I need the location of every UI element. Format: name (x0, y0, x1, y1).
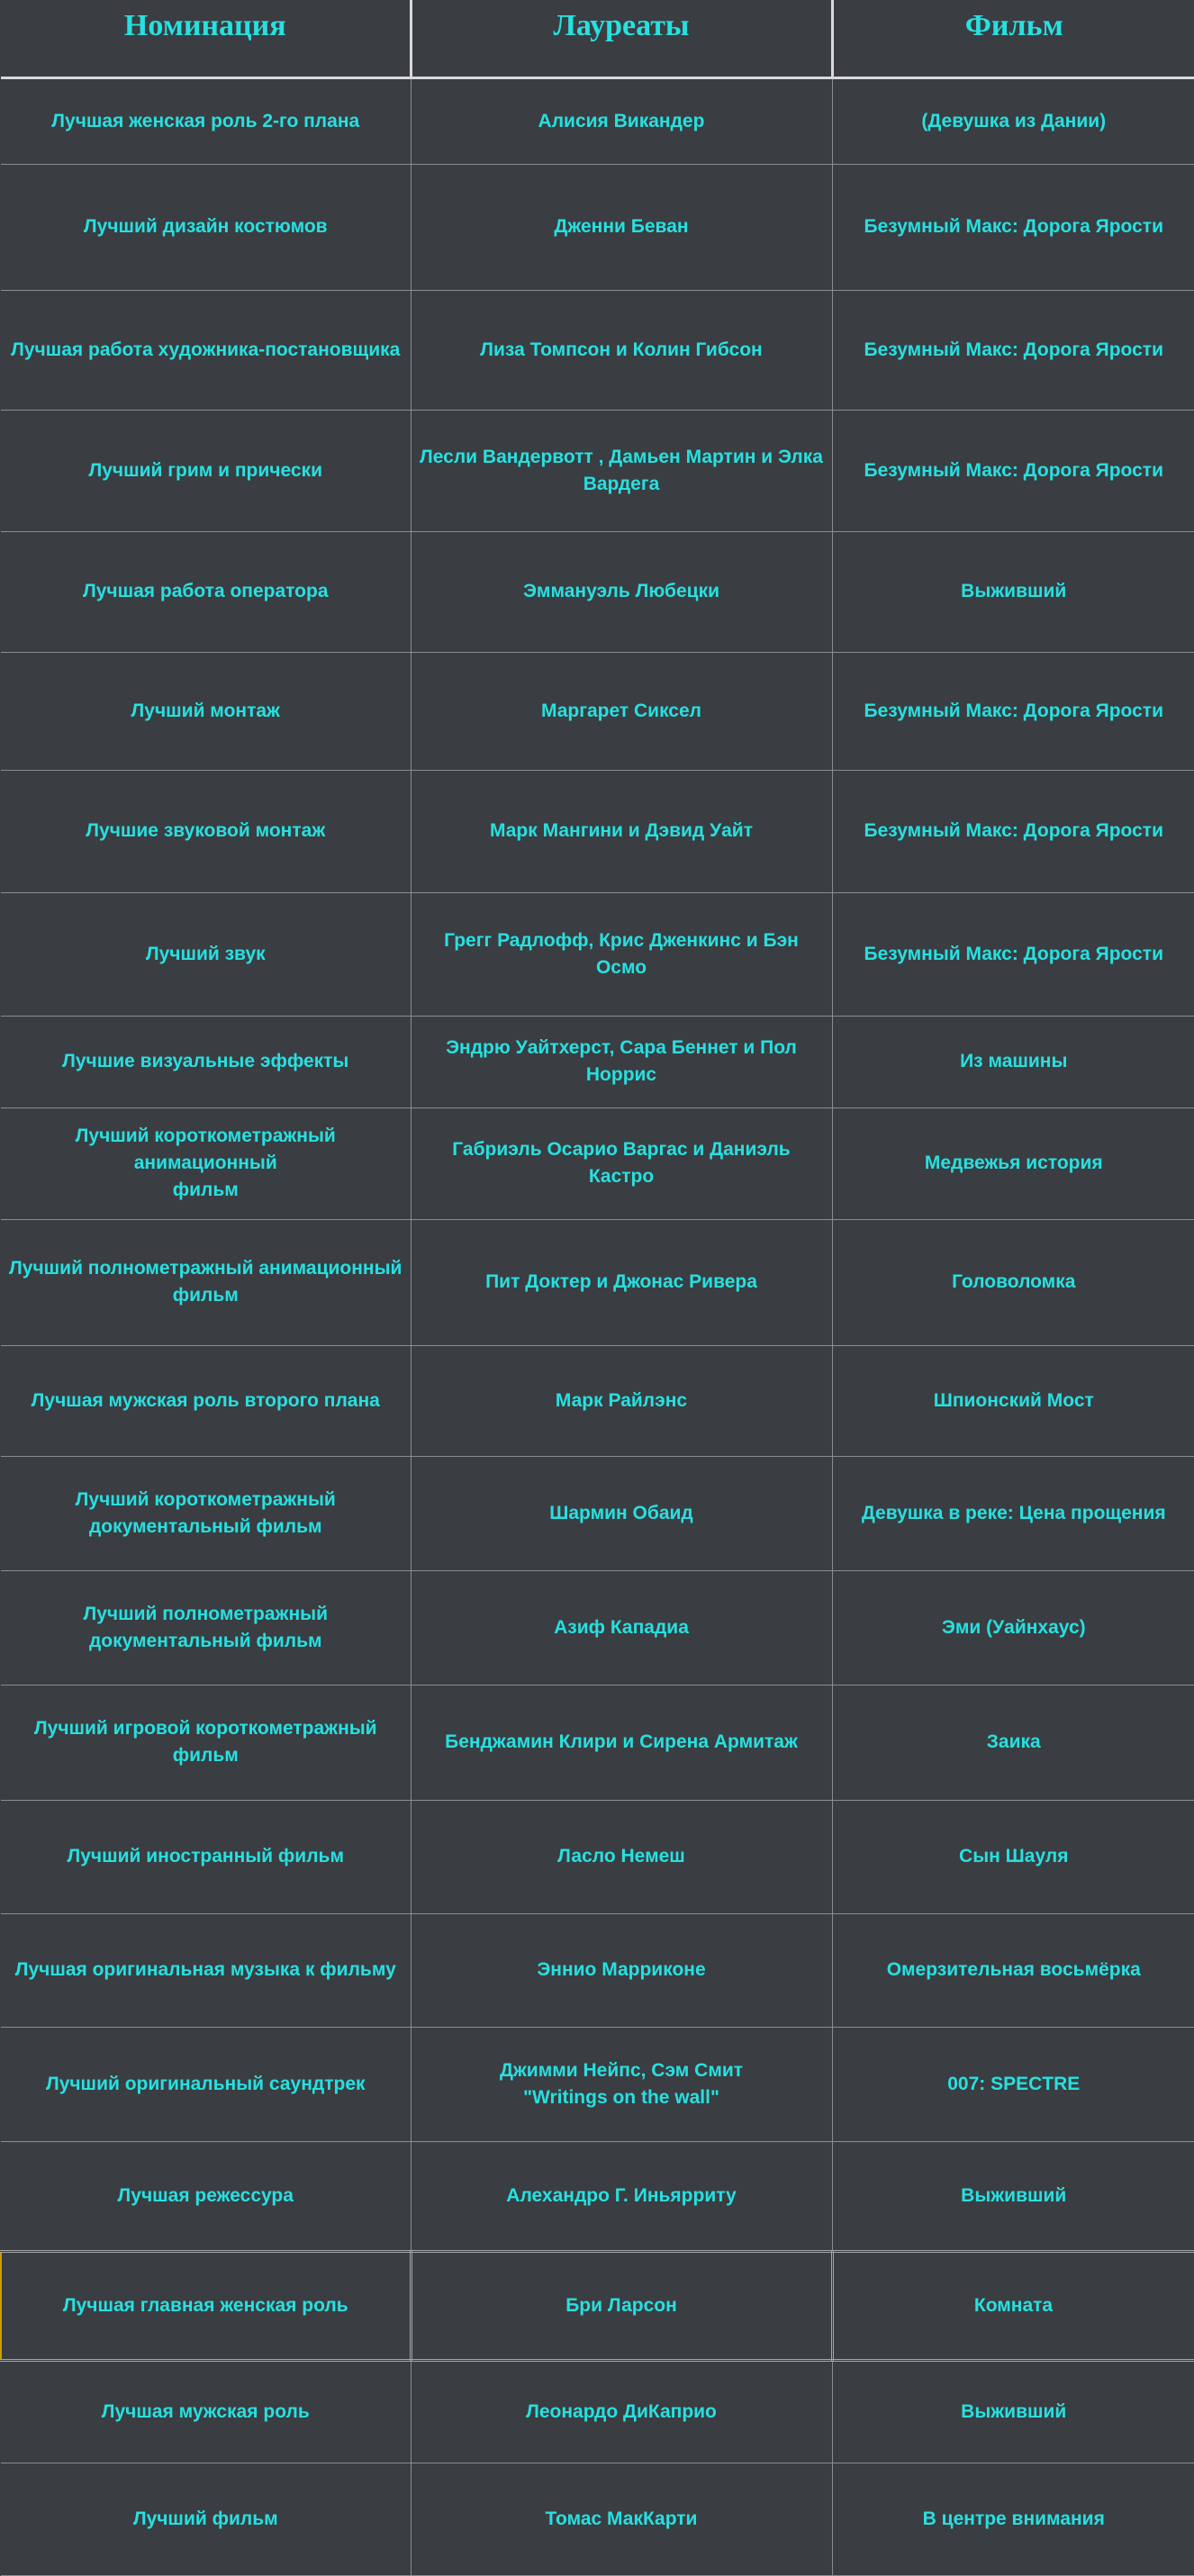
laureates-cell: Шармин Обаид (411, 1456, 832, 1570)
header-row (1, 0, 1194, 77)
nomination-cell: Лучший дизайн костюмов (1, 164, 411, 290)
table-row (1, 1219, 1194, 1345)
film-cell: Выживший (832, 531, 1194, 652)
film-cell: Безумный Макс: Дорога Ярости (832, 410, 1194, 531)
nomination-cell: Лучшая работа художника-постановщика (1, 290, 411, 410)
laureates-cell: Марк Мангини и Дэвид Уайт (411, 770, 832, 892)
nomination-cell: Лучший полнометражный документальный фильм (1, 1570, 411, 1685)
nomination-cell: Лучшая женская роль 2-го плана (1, 77, 411, 164)
laureates-cell: Габриэль Осарио Варгас и Даниэль Кастро (411, 1107, 832, 1219)
header-film: Фильм (832, 0, 1194, 77)
table-row (1, 1107, 1194, 1219)
laureates-cell: Ласло Немеш (411, 1800, 832, 1913)
film-cell: Медвежья история (832, 1107, 1194, 1219)
film-cell: В центре внимания (832, 2463, 1194, 2575)
table-row (1, 1016, 1194, 1107)
nomination-cell: Лучшие визуальные эффекты (1, 1016, 411, 1107)
table-row (1, 2251, 1194, 2360)
nomination-cell: Лучший полнометражный анимационный фильм (1, 1219, 411, 1345)
laureates-cell: Алисия Викандер (411, 77, 832, 164)
nomination-cell: Лучший звук (1, 892, 411, 1016)
film-cell: Шпионский Мост (832, 1345, 1194, 1456)
table-row (1, 1800, 1194, 1913)
film-cell: Омерзительная восьмёрка (832, 1913, 1194, 2027)
nomination-cell: Лучший монтаж (1, 652, 411, 770)
laureates-cell: Джимми Нейпс, Сэм Смит "Writings on the wall" (411, 2027, 832, 2141)
laureates-cell: Лиза Томпсон и Колин Гибсон (411, 290, 832, 410)
table-row (1, 770, 1194, 892)
table-row (1, 290, 1194, 410)
laureates-cell: Пит Доктер и Джонас Ривера (411, 1219, 832, 1345)
film-cell: Выживший (832, 2360, 1194, 2463)
header-laureates: Лауреаты (411, 0, 832, 77)
film-cell: Комната (832, 2251, 1194, 2360)
nomination-cell: Лучший фильм (1, 2463, 411, 2575)
nomination-cell: Лучший игровой короткометражный фильм (1, 1685, 411, 1800)
laureates-cell: Бенджамин Клири и Сирена Армитаж (411, 1685, 832, 1800)
table-row (1, 652, 1194, 770)
table-row (1, 2463, 1194, 2575)
table-row (1, 531, 1194, 652)
nomination-cell: Лучший оригинальный саундтрек (1, 2027, 411, 2141)
header-nomination: Номинация (1, 0, 411, 77)
laureates-cell: Дженни Беван (411, 164, 832, 290)
nomination-cell: Лучшая главная женская роль (1, 2251, 411, 2360)
laureates-cell: Леонардо ДиКаприо (411, 2360, 832, 2463)
laureates-cell: Эннио Марриконе (411, 1913, 832, 2027)
nomination-cell: Лучшая мужская роль (1, 2360, 411, 2463)
film-cell: Из машины (832, 1016, 1194, 1107)
table-row (1, 1913, 1194, 2027)
laureates-cell: Марк Райлэнс (411, 1345, 832, 1456)
table-row (1, 1456, 1194, 1570)
nomination-cell: Лучшая оригинальная музыка к фильму (1, 1913, 411, 2027)
laureates-cell: Маргарет Сиксел (411, 652, 832, 770)
table-row (1, 164, 1194, 290)
film-cell: Головоломка (832, 1219, 1194, 1345)
nomination-cell: Лучший грим и прически (1, 410, 411, 531)
nomination-cell: Лучший короткометражный анимационный фильм (1, 1107, 411, 1219)
laureates-cell: Азиф Кападиа (411, 1570, 832, 1685)
film-cell: Заика (832, 1685, 1194, 1800)
nomination-cell: Лучший короткометражный документальный фильм (1, 1456, 411, 1570)
laureates-cell: Томас МакКарти (411, 2463, 832, 2575)
table-row (1, 2141, 1194, 2251)
table-row (1, 77, 1194, 164)
table-row (1, 1685, 1194, 1800)
film-cell: (Девушка из Дании) (832, 77, 1194, 164)
table-row (1, 1570, 1194, 1685)
film-cell: Эми (Уайнхаус) (832, 1570, 1194, 1685)
laureates-cell: Алехандро Г. Иньярриту (411, 2141, 832, 2251)
film-cell: Безумный Макс: Дорога Ярости (832, 652, 1194, 770)
nomination-cell: Лучшая режессура (1, 2141, 411, 2251)
nomination-cell: Лучшие звуковой монтаж (1, 770, 411, 892)
table-row (1, 892, 1194, 1016)
nomination-cell: Лучшая работа оператора (1, 531, 411, 652)
nomination-cell: Лучший иностранный фильм (1, 1800, 411, 1913)
laureates-cell: Эммануэль Любецки (411, 531, 832, 652)
film-cell: 007: SPECTRE (832, 2027, 1194, 2141)
laureates-cell: Лесли Вандервотт , Дамьен Мартин и Элка Вардега (411, 410, 832, 531)
film-cell: Безумный Макс: Дорога Ярости (832, 892, 1194, 1016)
nomination-cell: Лучшая мужская роль второго плана (1, 1345, 411, 1456)
film-cell: Выживший (832, 2141, 1194, 2251)
film-cell: Безумный Макс: Дорога Ярости (832, 290, 1194, 410)
table-row (1, 2027, 1194, 2141)
film-cell: Безумный Макс: Дорога Ярости (832, 770, 1194, 892)
laureates-cell: Грегг Радлофф, Крис Дженкинс и Бэн Осмо (411, 892, 832, 1016)
laureates-cell: Эндрю Уайтхерст, Сара Беннет и Пол Норрис (411, 1016, 832, 1107)
table-row (1, 2360, 1194, 2463)
film-cell: Сын Шауля (832, 1800, 1194, 1913)
table-row (1, 410, 1194, 531)
laureates-cell: Бри Ларсон (411, 2251, 832, 2360)
film-cell: Безумный Макс: Дорога Ярости (832, 164, 1194, 290)
film-cell: Девушка в реке: Цена прощения (832, 1456, 1194, 1570)
table-row (1, 1345, 1194, 1456)
